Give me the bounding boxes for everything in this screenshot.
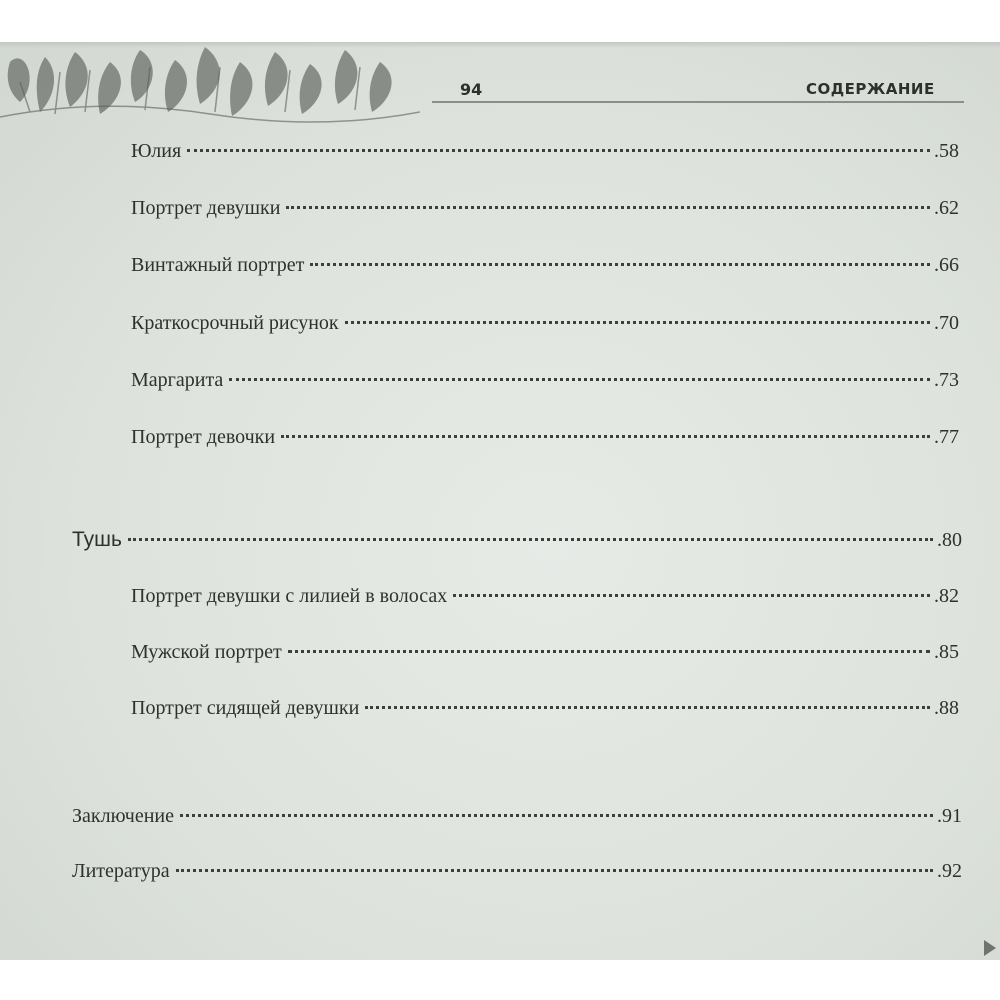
page-number: 94 [460, 80, 483, 99]
toc-leader-dots [229, 378, 930, 381]
toc-leader-dots [310, 263, 930, 266]
toc-entry-label: Юлия [131, 140, 182, 162]
toc-entry-label: Краткосрочный рисунок [131, 312, 339, 334]
toc-entry-label: Портрет девушки с лилией в волосах [131, 585, 448, 607]
toc-leader-dots [288, 650, 930, 653]
toc-entry-yulia[interactable] [131, 140, 959, 170]
toc-entry-label: Портрет сидящей девушки [131, 697, 360, 719]
toc-leader-dots [128, 538, 933, 541]
toc-entry-male-portrait[interactable] [131, 641, 959, 671]
floral-ornament-icon [0, 42, 420, 124]
toc-entry-page: .82 [934, 585, 959, 607]
toc-entry-page: .91 [937, 805, 962, 827]
toc-entry-page: .88 [934, 697, 959, 719]
toc-entry-page: .77 [934, 426, 959, 448]
toc-entry-label: Портрет девушки [131, 197, 281, 219]
toc-entry-page: .92 [937, 860, 962, 882]
toc-entry-vintage-portrait[interactable] [131, 254, 959, 284]
toc-entry-page: .73 [934, 369, 959, 391]
toc-entry-page: .62 [934, 197, 959, 219]
toc-entry-portrait-little-girl[interactable] [131, 426, 959, 456]
toc-entry-label: Портрет девочки [131, 426, 276, 448]
toc-entry-portrait-girl[interactable] [131, 197, 959, 227]
toc-leader-dots [281, 435, 930, 438]
toc-entry-label: Литература [72, 860, 170, 882]
toc-leader-dots [365, 706, 930, 709]
toc-section-tush[interactable] [72, 528, 962, 558]
header-rule [432, 101, 964, 103]
toc-leader-dots [176, 869, 933, 872]
toc-section-label: Тушь [72, 528, 122, 551]
toc-entry-page: .58 [934, 140, 959, 162]
running-header-title: СОДЕРЖАНИЕ [806, 80, 935, 98]
toc-entry-label: Винтажный портрет [131, 254, 305, 276]
toc-entry-label: Маргарита [131, 369, 224, 391]
toc-entry-short-drawing[interactable] [131, 312, 959, 342]
toc-leader-dots [180, 814, 933, 817]
toc-entry-label: Заключение [72, 805, 174, 827]
toc-leader-dots [345, 321, 930, 324]
toc-entry-literature[interactable] [72, 860, 962, 890]
toc-entry-margarita[interactable] [131, 369, 959, 399]
toc-section-page: .80 [937, 529, 962, 551]
toc-entry-label: Мужской портрет [131, 641, 282, 663]
toc-entry-page: .66 [934, 254, 959, 276]
toc-entry-sitting-girl[interactable] [131, 697, 959, 727]
toc-entry-page: .85 [934, 641, 959, 663]
toc-leader-dots [286, 206, 930, 209]
toc-entry-page: .70 [934, 312, 959, 334]
toc-entry-conclusion[interactable] [72, 805, 962, 835]
toc-entry-portrait-lily[interactable] [131, 585, 959, 615]
toc-leader-dots [187, 149, 930, 152]
toc-leader-dots [453, 594, 930, 597]
page-corner-arrow-icon [984, 940, 996, 956]
